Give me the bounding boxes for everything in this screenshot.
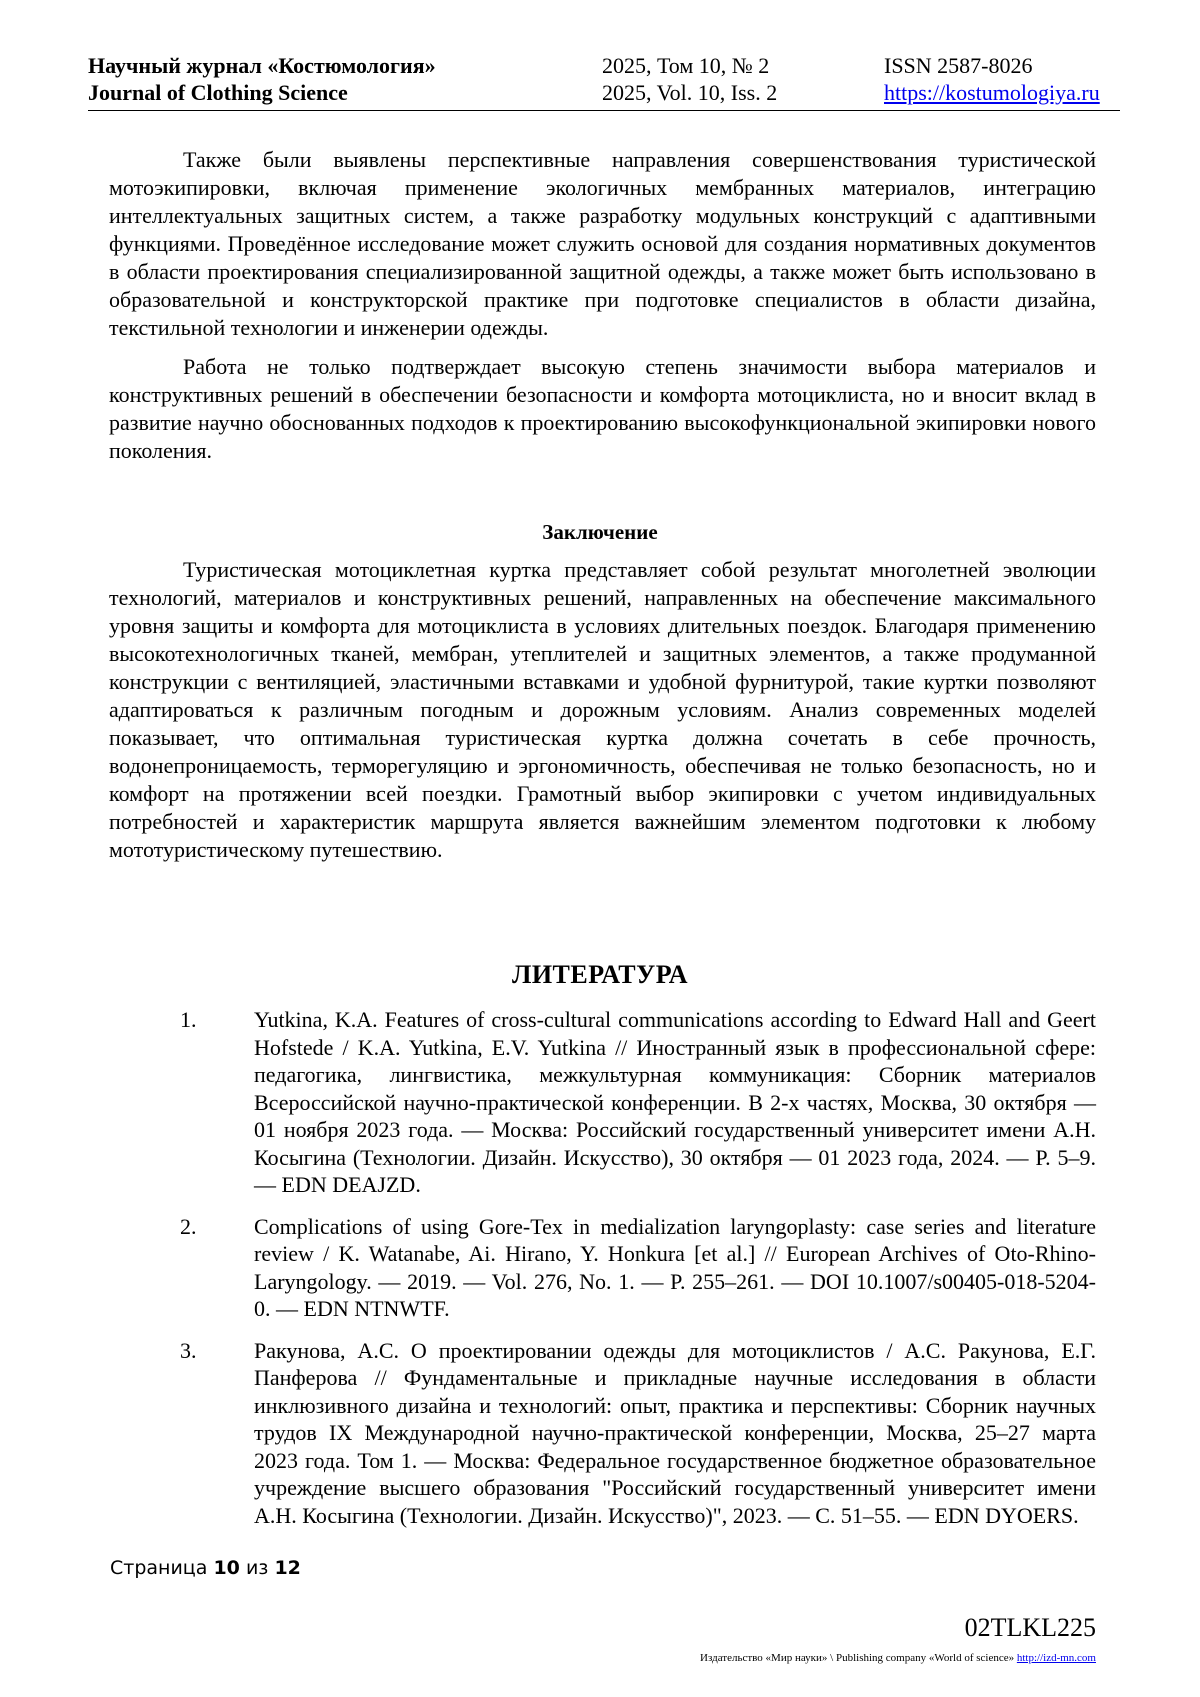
reference-number: 3. (180, 1337, 197, 1363)
volume-ru: 2025, Том 10, № 2 (602, 53, 770, 78)
reference-number: 1. (180, 1007, 197, 1032)
reference-item (180, 1006, 1096, 1199)
page-total: 12 (274, 1557, 301, 1579)
references-list (180, 1006, 1096, 1543)
reference-text: Ракунова, А.С. О проектировании одежды для мотоциклистов / А.С. Ракунова, Е.Г. Панферова // Фундаментальные и прикладные научные исследования в области инклюзивного дизайна и технологий: опыт, практика и перспективы: Сборник научных трудов IX Международной научно-практической конференции, Москва, 25–27 марта 2023 года. Том 1. — Москва: Федеральное государственное бюджетное образовательное учреждение высшего образования "Российский государственный университет имени А.Н. Косыгина (Технологии. Дизайн. Искусство)", 2023. — С. 51–55. — EDN DYOERS. (254, 1337, 1096, 1528)
conclusion-heading: Заключение (542, 520, 658, 544)
references-heading: ЛИТЕРАТУРА (511, 960, 689, 989)
issn: ISSN 2587-8026 (884, 53, 1033, 78)
reference-item (180, 1213, 1096, 1323)
body-paragraph-2: Работа не только подтверждает высокую степень значимости выбора материалов и конструктивных решений в обеспечении безопасности и комфорта мотоциклиста, но и вносит вклад в развитие научно обоснованных подходов к проектированию высокофункциональной экипировки нового поколения. (109, 354, 1096, 463)
journal-title-ru: Научный журнал «Костюмология» (88, 53, 436, 78)
publisher-line (700, 1652, 1096, 1664)
publisher-link[interactable]: http://izd-mn.com (1016, 1652, 1096, 1664)
article-code: 02TLKL225 (964, 1613, 1096, 1642)
reference-text: Complications of using Gore-Tex in medialization laryngoplasty: case series and literature review / K. Watanabe, Ai. Hirano, Y. Honkura [et al.] // European Archives of Oto-Rhino-Laryngology. — 2019. — Vol. 276, No. 1. — P. 255–261. — DOI 10.1007/s00405-018-5204-0. — EDN NTNWTF. (254, 1213, 1096, 1321)
issn-block (884, 52, 1100, 106)
reference-text: Yutkina, K.A. Features of cross-cultural communications according to Edward Hall and Geert Hofstede / K.A. Yutkina, E.V. Yutkina // Иностранный язык в профессиональной сфере: педагогика, лингвистика, межкультурная коммуникация: Сборник материалов Всероссийской научно-практической конференции. В 2-х частях, Москва, 30 октября — 01 ноября 2023 года. — Москва: Российский государственный университет имени А.Н. Косыгина (Технологии. Дизайн. Искусство), 30 октября — 01 2023 года, 2024. — P. 5–9. — EDN DEAJZD. (254, 1007, 1096, 1197)
body-paragraph-1: Также были выявлены перспективные направления совершенствования туристической мотоэкипировки, включая применение экологичных мембранных материалов, интеграцию интеллектуальных защитных систем, а также разработку модульных конструкций с адаптивными функциями. Проведённое исследование может служить основой для создания нормативных документов в области проектирования специализированной защитной одежды, а также может быть использовано в образовательной и конструкторской практике при подготовке специалистов в области дизайна, текстильной технологии и инженерии одежды. (109, 147, 1096, 340)
journal-url-link[interactable]: https://kostumologiya.ru (884, 80, 1100, 105)
page-current: 10 (213, 1557, 240, 1579)
volume-block (602, 52, 777, 106)
publisher-text: Издательство «Мир науки» \ Publishing company «World of science» (700, 1652, 1015, 1664)
journal-title-en: Journal of Clothing Science (88, 80, 348, 105)
page-header (88, 52, 1120, 111)
reference-number: 2. (180, 1213, 197, 1239)
journal-title-block (88, 52, 436, 106)
reference-item (180, 1337, 1096, 1530)
conclusion-paragraph: Туристическая мотоциклетная куртка представляет собой результат многолетней эволюции технологий, материалов и конструктивных решений, направленных на обеспечение максимального уровня защиты и комфорта для мотоциклиста в условиях длительных поездок. Благодаря применению высокотехнологичных тканей, мембран, утеплителей и защитных элементов, а также продуманной конструкции с вентиляцией, эластичными вставками и удобной фурнитурой, такие куртки позволяют адаптироваться к различным погодным и дорожным условиям. Анализ современных моделей показывает, что оптимальная туристическая куртка должна сочетать в себе прочность, водонепроницаемость, терморегуляцию и эргономичность, обеспечивая не только безопасность, но и комфорт на протяжении всей поездки. Грамотный выбор экипировки с учетом индивидуальных потребностей и характеристик маршрута является важнейшим элементом подготовки к любому мототуристическому путешествию. (109, 557, 1096, 862)
volume-en: 2025, Vol. 10, Iss. 2 (602, 80, 778, 105)
page-counter: Страница 10 из 12 (110, 1557, 301, 1579)
